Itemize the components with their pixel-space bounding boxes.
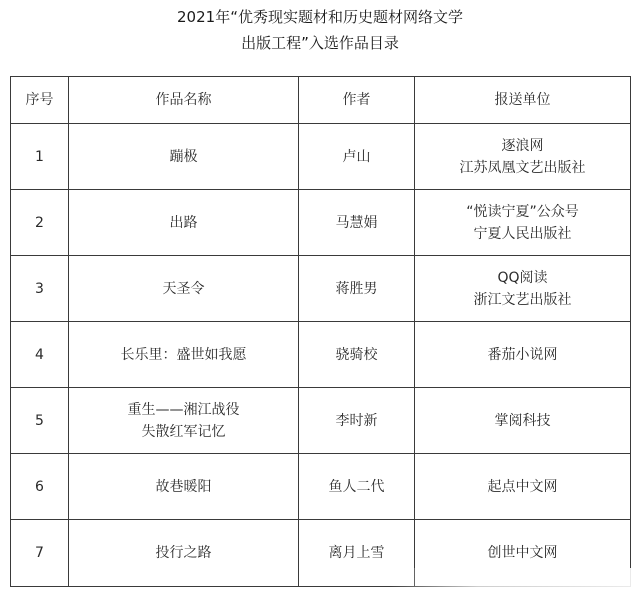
submitting-unit <box>415 256 631 322</box>
work-title-line: 出路 <box>169 214 198 231</box>
unit-line: 掌阅科技 <box>494 412 551 429</box>
work-title <box>69 322 299 388</box>
author-name: 骁骑校 <box>299 322 415 388</box>
author-name: 李时新 <box>299 388 415 454</box>
work-title-line: 重生——湘江战役 <box>127 401 240 418</box>
work-title-line: 投行之路 <box>155 545 212 561</box>
row-number: 4 <box>11 322 69 388</box>
unit-line: 浙江文艺出版社 <box>473 291 572 308</box>
header-author: 作者 <box>299 77 415 124</box>
work-title-line: 长乐里：盛世如我愿 <box>120 346 247 363</box>
header-submitting-unit: 报送单位 <box>415 77 631 124</box>
table-row <box>11 388 631 454</box>
work-title <box>69 520 299 587</box>
author-name: 离月上雪 <box>299 520 415 587</box>
row-number: 2 <box>11 190 69 256</box>
submitting-unit <box>415 190 631 256</box>
work-title-line: 天圣令 <box>162 280 205 297</box>
submitting-unit <box>415 520 631 587</box>
unit-line: 江苏凤凰文艺出版社 <box>459 159 586 176</box>
table-row <box>11 520 631 587</box>
unit-line: 起点中文网 <box>487 478 558 495</box>
header-work-title: 作品名称 <box>69 77 299 124</box>
table-row <box>11 190 631 256</box>
author-name: 卢山 <box>299 124 415 190</box>
title-line-2: 出版工程”入选作品目录 <box>241 34 399 52</box>
unit-line: “悦读宁夏”公众号 <box>466 203 579 220</box>
works-catalog-table <box>10 76 631 587</box>
submitting-unit <box>415 124 631 190</box>
submitting-unit <box>415 322 631 388</box>
author-name: 马慧娟 <box>299 190 415 256</box>
submitting-unit <box>415 454 631 520</box>
row-number: 7 <box>11 520 69 587</box>
title-line-1: 2021年“优秀现实题材和历史题材网络文学 <box>177 8 463 26</box>
work-title-line: 失散红军记忆 <box>141 423 226 440</box>
table-header-row <box>11 77 631 124</box>
row-number: 6 <box>11 454 69 520</box>
work-title <box>69 256 299 322</box>
work-title-line: 蹦极 <box>169 148 198 165</box>
unit-line: QQ阅读 <box>497 269 548 286</box>
unit-line: 宁夏人民出版社 <box>473 225 572 242</box>
row-number: 3 <box>11 256 69 322</box>
row-number: 1 <box>11 124 69 190</box>
unit-line: 创世中文网 <box>487 545 558 561</box>
unit-line: 逐浪网 <box>501 137 544 154</box>
work-title <box>69 388 299 454</box>
work-title <box>69 454 299 520</box>
row-number: 5 <box>11 388 69 454</box>
table-row <box>11 322 631 388</box>
author-name: 蒋胜男 <box>299 256 415 322</box>
table-row <box>11 124 631 190</box>
unit-line: 番茄小说网 <box>487 346 558 363</box>
table-row <box>11 256 631 322</box>
work-title-line: 故巷暖阳 <box>155 478 212 495</box>
table-row <box>11 454 631 520</box>
work-title <box>69 190 299 256</box>
submitting-unit <box>415 388 631 454</box>
work-title <box>69 124 299 190</box>
header-number: 序号 <box>11 77 69 124</box>
author-name: 鱼人二代 <box>299 454 415 520</box>
